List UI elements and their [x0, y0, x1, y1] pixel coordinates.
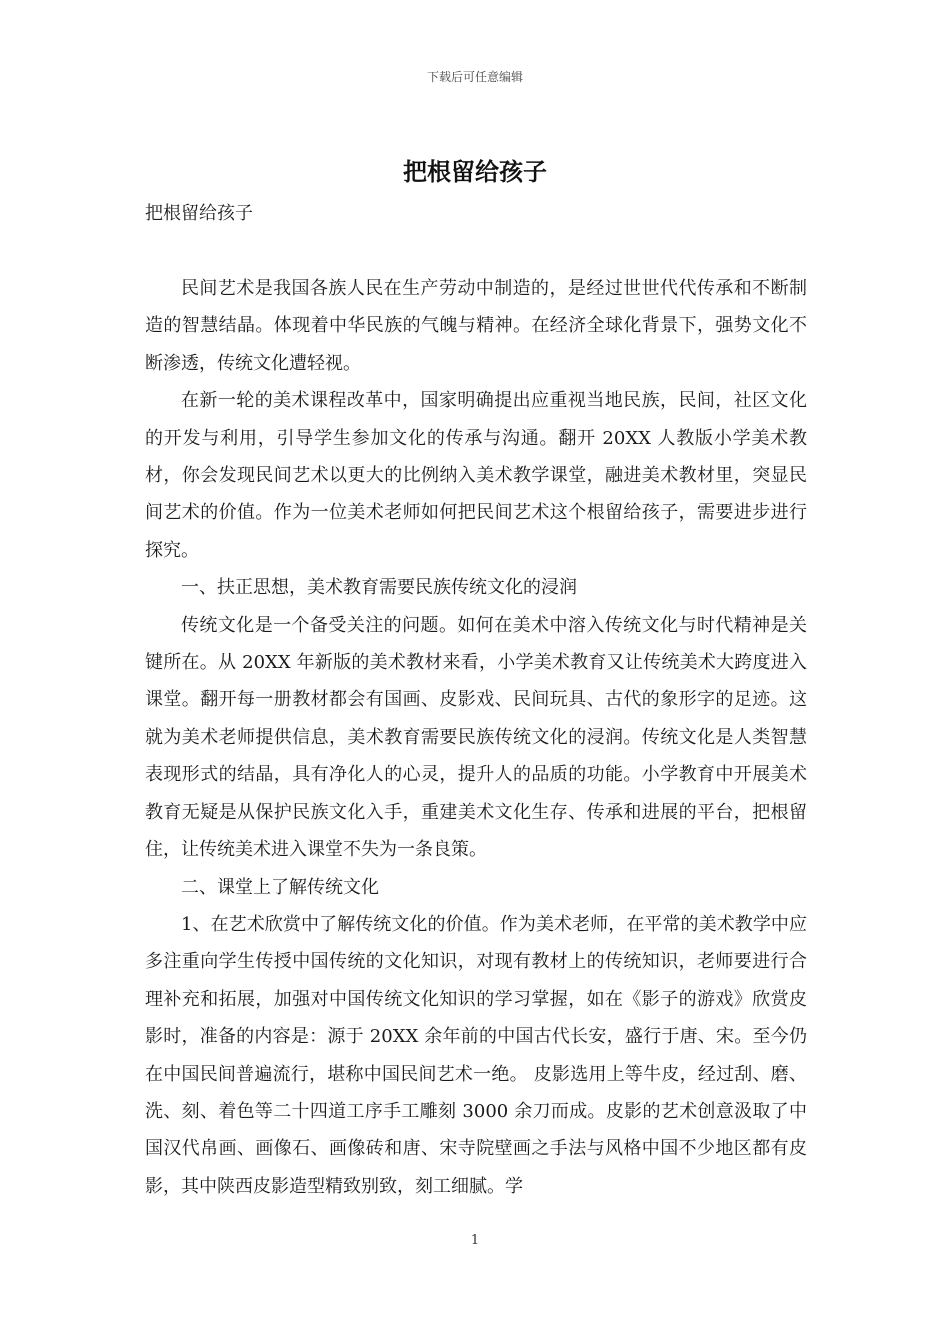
section-heading: 二、课堂上了解传统文化 [181, 876, 379, 898]
paragraph: 民间艺术是我国各族人民在生产劳动中制造的，是经过世世代代传承和不断制造的智慧结晶。体现着中华民族的气魄与精神。在经济全球化背景下，强势文化不断渗透，传统文化遭轻视。 [145, 278, 807, 374]
header-note: 下载后可任意编辑 [426, 70, 523, 84]
document-body [145, 270, 807, 1205]
page-number: 1 [470, 1233, 480, 1248]
document-title: 把根留给孩子 [403, 158, 547, 186]
document-subtitle: 把根留给孩子 [145, 203, 253, 224]
section-heading: 一、扶正思想，美术教育需要民族传统文化的浸润 [181, 577, 577, 599]
paragraph: 在新一轮的美术课程改革中，国家明确提出应重视当地民族，民间，社区文化的开发与利用，引导学生参加文化的传承与沟通。翻开 20XX 人教版小学美术教材，你会发现民间艺术以更大的比例纳入美术教学课堂，融进美术教材里，突显民间艺术的价值。作为一位美术老师如何把民间艺术这个根留给孩子，需要进步进行探究。 [145, 390, 807, 561]
paragraph: 传统文化是一个备受关注的问题。如何在美术中溶入传统文化与时代精神是关键所在。从 20XX 年新版的美术教材来看，小学美术教育又让传统美术大跨度进入课堂。翻开每一册教材都会有国画、皮影戏、民间玩具、古代的象形字的足迹。这就为美术老师提供信息，美术教育需要民族传统文化的浸润。传统文化是人类智慧表现形式的结晶，具有净化人的心灵，提升人的品质的功能。小学教育中开展美术教育无疑是从保护民族文化入手，重建美术文化生存、传承和进展的平台，把根留住，让传统美术进入课堂不失为一条良策。 [145, 614, 807, 861]
paragraph: 1、在艺术欣赏中了解传统文化的价值。作为美术老师，在平常的美术教学中应多注重向学生传授中国传统的文化知识，对现有教材上的传统知识，老师要进行合理补充和拓展，加强对中国传统文化知识的学习掌握，如在《影子的游戏》欣赏皮影时，准备的内容是：源于 20XX 余年前的中国古代长安，盛行于唐、宋。至今仍在中国民间普遍流行，堪称中国民间艺术一绝。 皮影选用上等牛皮，经过刮、磨、洗、刻、着色等二十四道工序手工雕刻 3000 余刀而成。皮影的艺术创意汲取了中国汉代帛画、画像石、画像砖和唐、宋寺院壁画之手法与风格中国不少地区都有皮影，其中陕西皮影造型精致别致，刻工细腻。学 [145, 913, 807, 1197]
